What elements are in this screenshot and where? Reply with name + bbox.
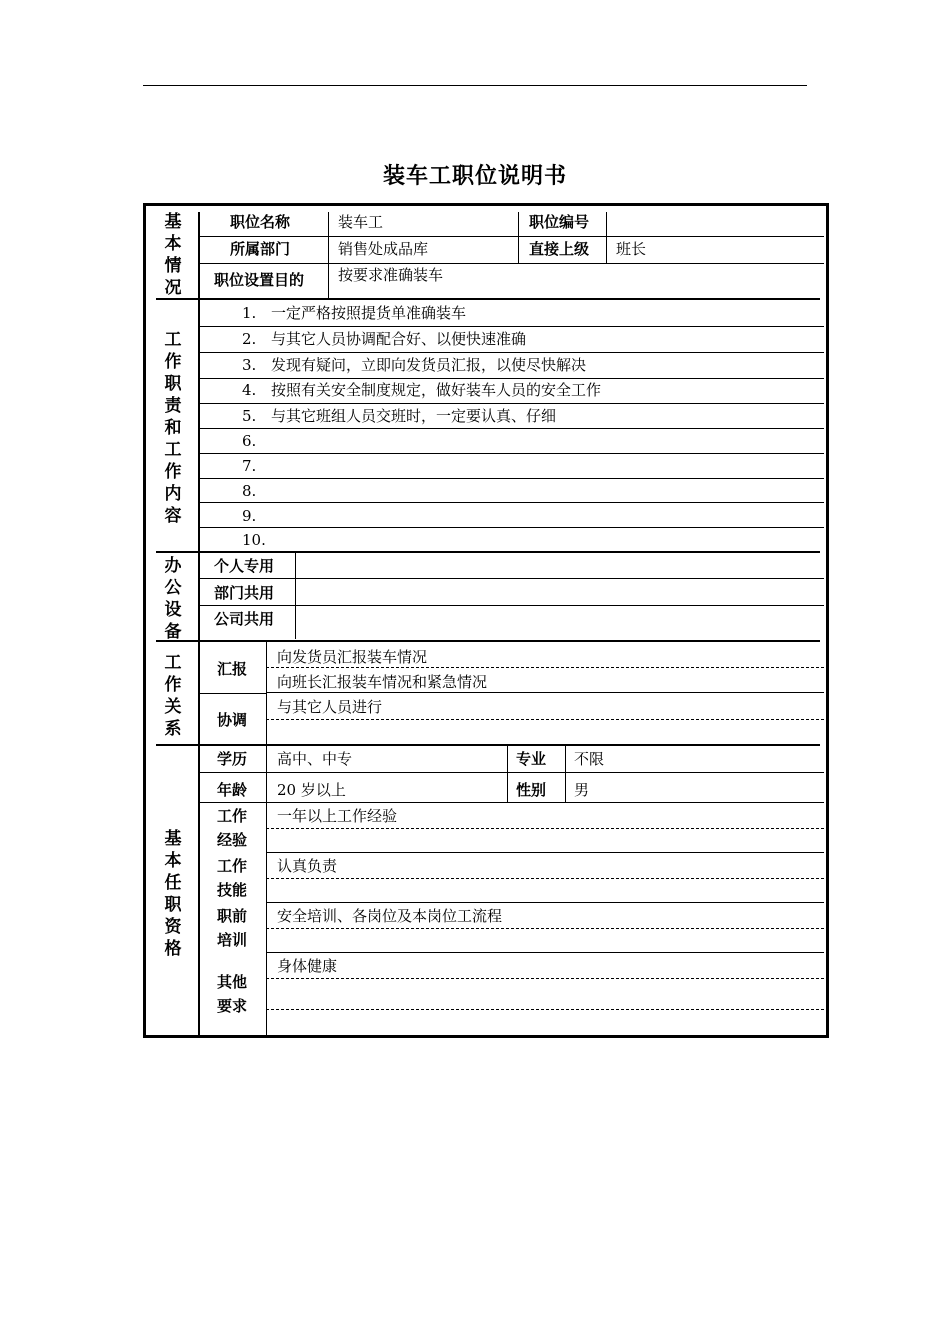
major-value: 不限	[574, 750, 605, 768]
duty-text: 与其它人员协调配合好、以便快速准确	[271, 330, 527, 348]
section-divider	[156, 744, 820, 746]
section-label-basic-info: 基本情况	[164, 212, 182, 298]
experience-label: 经验	[217, 831, 248, 849]
duty-text: 发现有疑问，立即向发货员汇报，以使尽快解决	[271, 356, 587, 374]
col-divider	[507, 746, 508, 802]
duty-number: 7.	[242, 457, 257, 475]
coordinate-label: 协调	[217, 711, 248, 729]
dashed-line	[266, 828, 824, 829]
supervisor-value: 班长	[616, 240, 647, 258]
job-description-form	[143, 203, 829, 1038]
row-divider	[198, 263, 824, 264]
row-divider	[266, 952, 824, 953]
position-name-label: 职位名称	[230, 213, 291, 231]
row-divider	[198, 693, 266, 694]
training-label: 培训	[217, 931, 248, 949]
position-code-label: 职位编号	[529, 213, 590, 231]
report-line: 向班长汇报装车情况和紧急情况	[277, 673, 488, 691]
duty-number: 6.	[242, 432, 257, 450]
duty-number: 10.	[242, 531, 266, 549]
duty-number: 8.	[242, 482, 257, 500]
col-divider	[565, 746, 566, 802]
col-divider	[518, 212, 519, 263]
report-line: 向发货员汇报装车情况	[277, 648, 428, 666]
row-divider	[198, 453, 824, 454]
report-label: 汇报	[217, 660, 248, 678]
equipment-personal-label: 个人专用	[214, 557, 275, 575]
age-label: 年龄	[217, 781, 248, 799]
row-divider	[198, 578, 824, 579]
equipment-department-label: 部门共用	[214, 584, 275, 602]
section-label-duties: 工作职责和工作内容	[164, 330, 182, 526]
training-label: 职前	[217, 907, 248, 925]
duty-number: 5.	[242, 407, 257, 425]
section-label-qualifications: 基本任职资格	[164, 829, 182, 959]
row-divider	[198, 527, 824, 528]
duty-text: 按照有关安全制度规定，做好装车人员的安全工作	[271, 381, 602, 399]
header-rule	[143, 85, 807, 86]
duty-number: 1.	[242, 304, 257, 322]
row-divider	[198, 605, 824, 606]
row-divider	[198, 502, 824, 503]
age-value: 20 岁以上	[277, 781, 346, 799]
gender-label: 性别	[516, 781, 547, 799]
department-label: 所属部门	[230, 240, 291, 258]
duty-text: 一定严格按照提货单准确装车	[271, 304, 467, 322]
equipment-company-label: 公司共用	[214, 610, 275, 628]
gender-value: 男	[574, 781, 590, 799]
section-label-relations: 工作关系	[164, 653, 182, 739]
section-divider	[156, 640, 820, 642]
education-value: 高中、中专	[277, 750, 353, 768]
education-label: 学历	[217, 750, 248, 768]
dashed-line	[266, 1009, 824, 1010]
skills-value: 认真负责	[277, 857, 338, 875]
duty-text: 与其它班组人员交班时，一定要认真、仔细	[271, 407, 557, 425]
supervisor-label: 直接上级	[529, 240, 590, 258]
duty-number: 4.	[242, 381, 257, 399]
other-requirements-label: 要求	[217, 997, 248, 1015]
row-divider	[198, 802, 824, 803]
position-name-value: 装车工	[338, 213, 384, 231]
purpose-value: 按要求准确装车	[338, 266, 444, 284]
col-divider	[606, 212, 607, 263]
training-value: 安全培训、各岗位及本岗位工流程	[277, 907, 503, 925]
dashed-line	[266, 878, 824, 879]
coordinate-line: 与其它人员进行	[277, 698, 383, 716]
dashed-line	[266, 928, 824, 929]
dashed-line	[266, 978, 824, 979]
row-divider	[198, 772, 824, 773]
section-label-equipment: 办公设备	[164, 556, 182, 642]
duty-number: 9.	[242, 507, 257, 525]
col-divider	[328, 212, 329, 298]
experience-value: 一年以上工作经验	[277, 807, 398, 825]
skills-label: 工作	[217, 857, 248, 875]
experience-label: 工作	[217, 807, 248, 825]
skills-label: 技能	[217, 881, 248, 899]
section-column-divider	[198, 212, 200, 1035]
other-requirements-value: 身体健康	[277, 957, 338, 975]
duty-number: 2.	[242, 330, 257, 348]
duty-number: 3.	[242, 356, 257, 374]
page-title: 装车工职位说明书	[382, 164, 567, 189]
row-divider	[266, 852, 824, 853]
col-divider	[295, 553, 296, 639]
other-requirements-label: 其他	[217, 973, 248, 991]
row-divider	[198, 478, 824, 479]
row-divider	[266, 902, 824, 903]
row-divider	[198, 428, 824, 429]
major-label: 专业	[516, 750, 547, 768]
purpose-label: 职位设置目的	[214, 271, 305, 289]
row-divider	[198, 236, 824, 237]
dashed-line	[266, 719, 824, 720]
department-value: 销售处成品库	[338, 240, 429, 258]
section-divider	[156, 298, 820, 300]
